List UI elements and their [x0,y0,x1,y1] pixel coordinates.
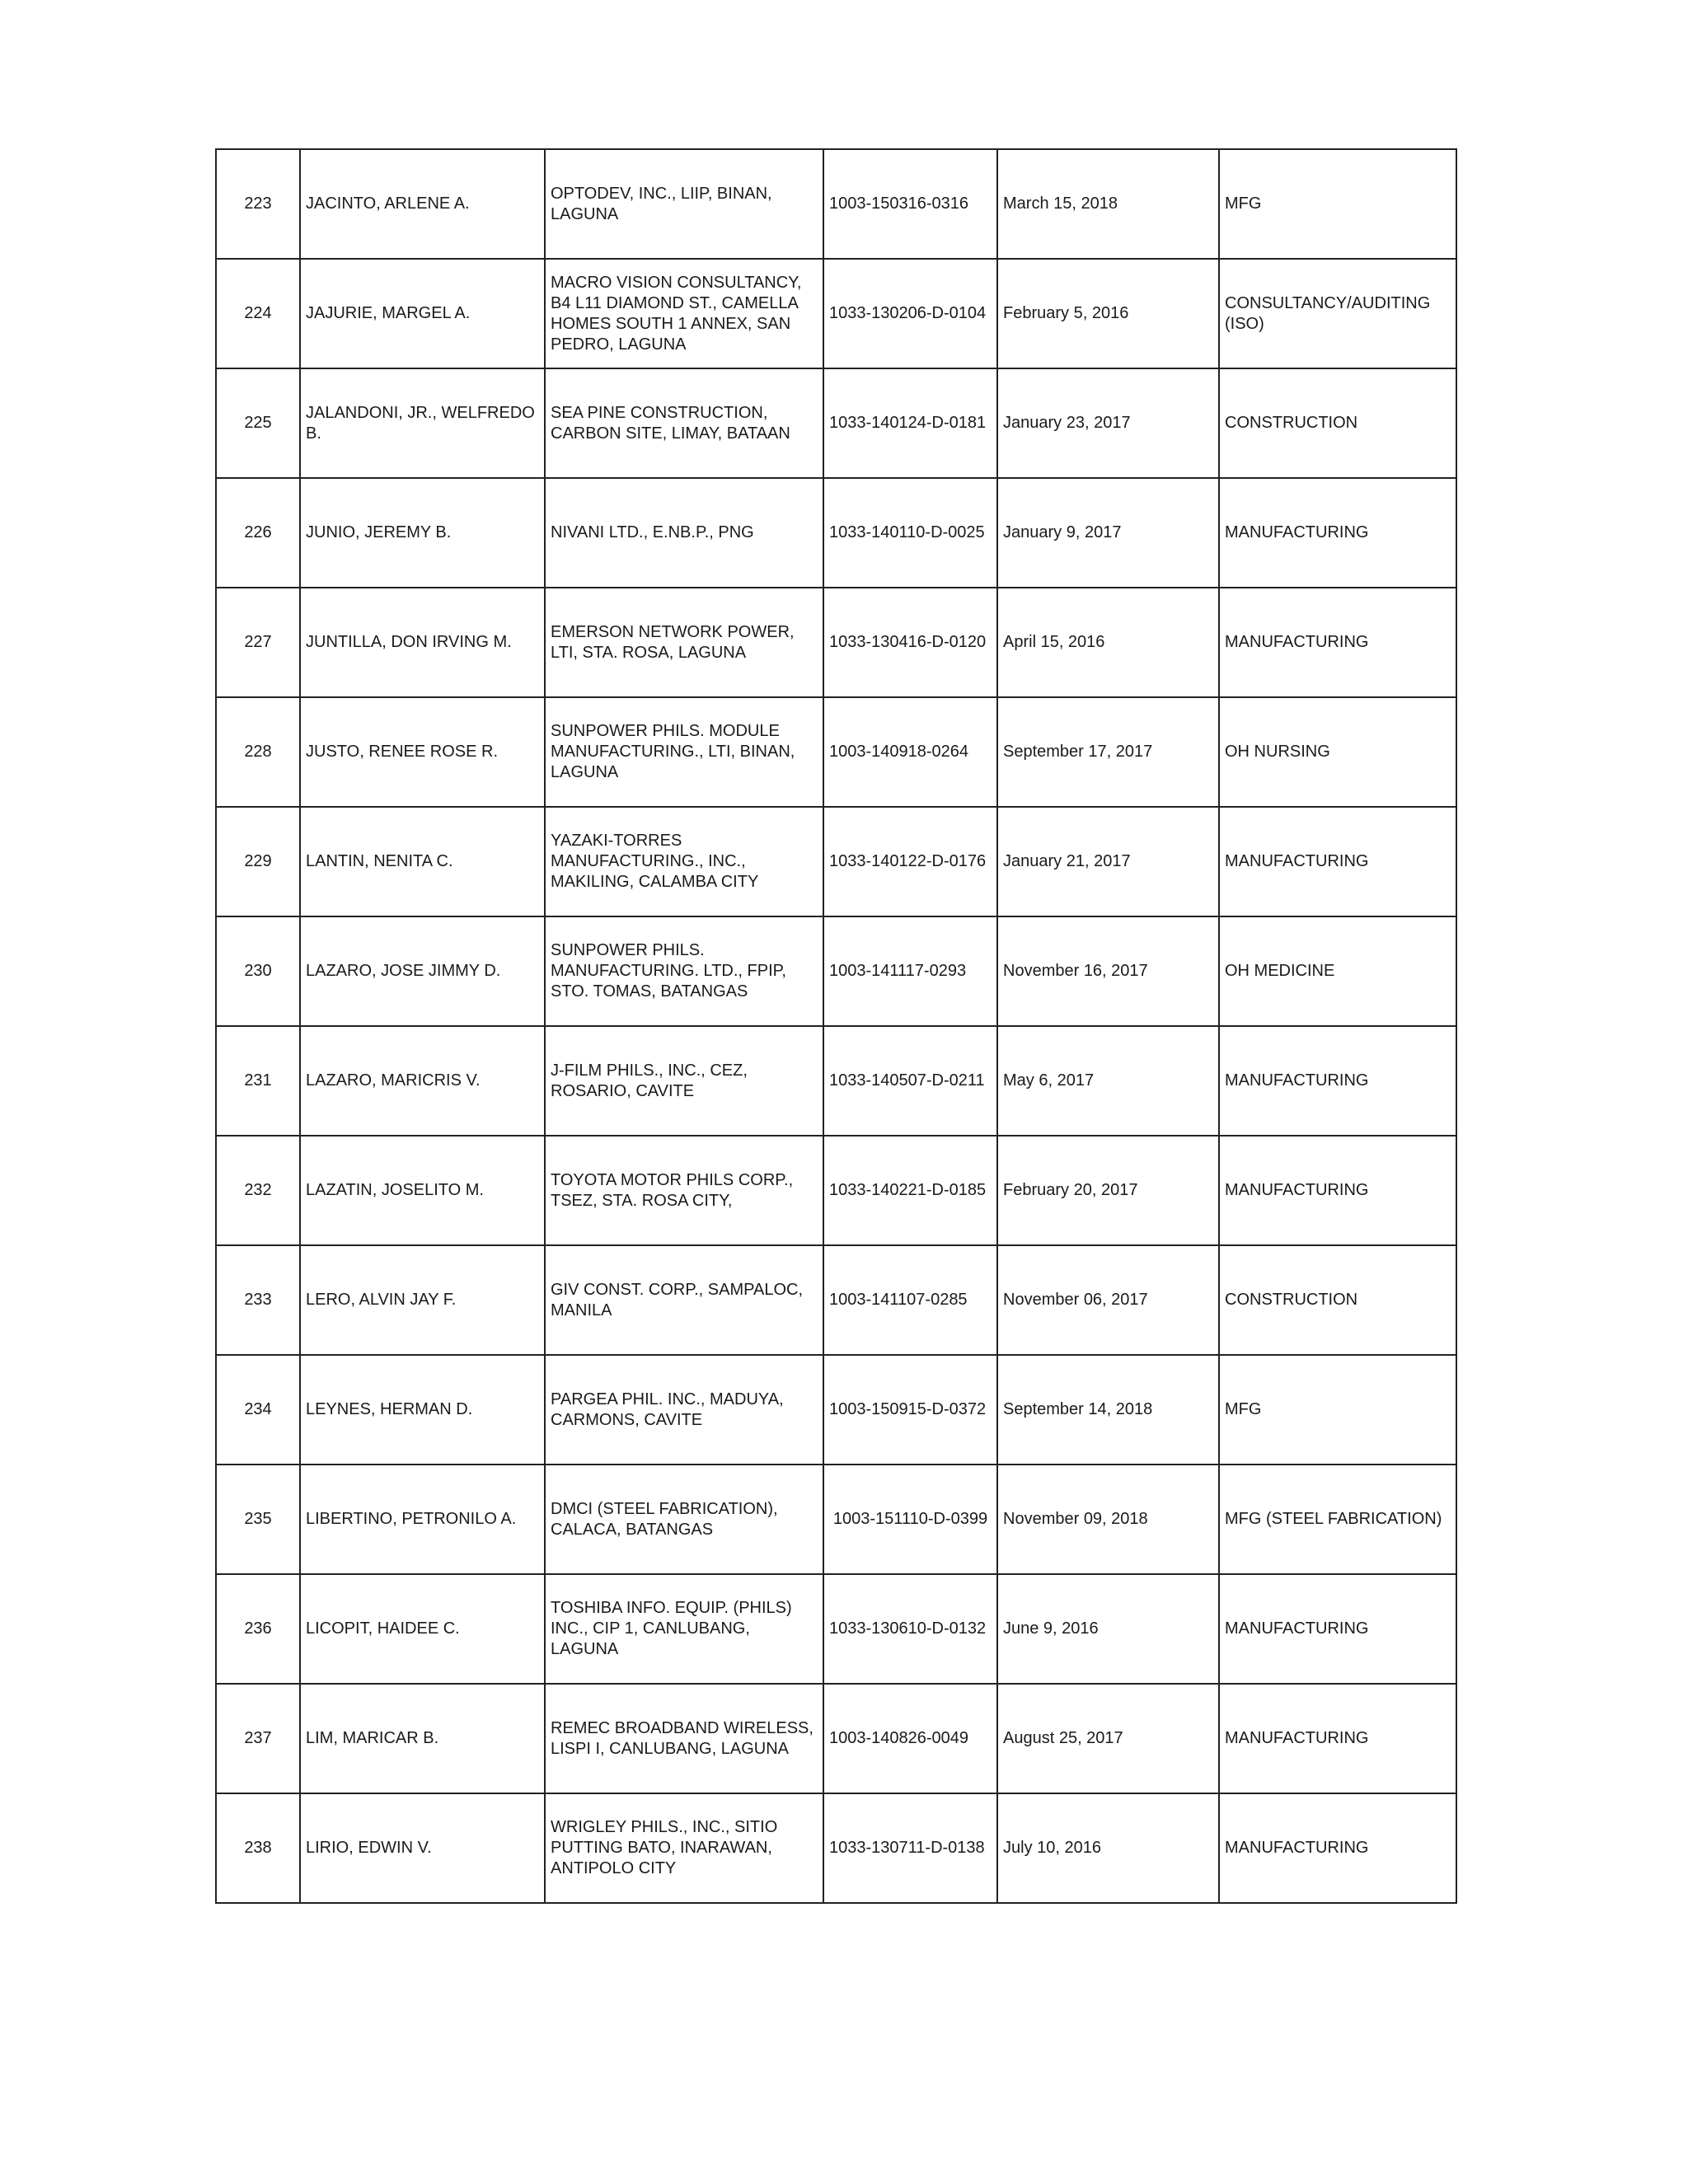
row-number: 235 [216,1465,300,1574]
accreditation-table [215,148,1457,1904]
table-row [216,1793,1456,1903]
company-address: NIVANI LTD., E.NB.P., PNG [545,478,823,588]
accreditation-number: 1033-140110-D-0025 [823,478,997,588]
accreditation-number: 1003-150316-0316 [823,149,997,259]
row-number: 230 [216,916,300,1026]
person-name: LICOPIT, HAIDEE C. [300,1574,545,1684]
industry-type: CONSTRUCTION [1219,368,1456,478]
person-name: LIM, MARICAR B. [300,1684,545,1793]
table-row [216,588,1456,697]
industry-type: OH MEDICINE [1219,916,1456,1026]
validity-date: January 21, 2017 [997,807,1219,916]
company-address: REMEC BROADBAND WIRELESS, LISPI I, CANLUBANG, LAGUNA [545,1684,823,1793]
row-number: 223 [216,149,300,259]
row-number: 229 [216,807,300,916]
row-number: 234 [216,1355,300,1465]
table-row [216,916,1456,1026]
table-row [216,1574,1456,1684]
company-address: SEA PINE CONSTRUCTION, CARBON SITE, LIMAY, BATAAN [545,368,823,478]
table-row [216,1136,1456,1245]
validity-date: July 10, 2016 [997,1793,1219,1903]
table-row [216,149,1456,259]
industry-type: MANUFACTURING [1219,1136,1456,1245]
table-row [216,1355,1456,1465]
validity-date: January 23, 2017 [997,368,1219,478]
company-address: TOSHIBA INFO. EQUIP. (PHILS) INC., CIP 1, CANLUBANG, LAGUNA [545,1574,823,1684]
accreditation-number: 1003-151110-D-0399 [823,1465,997,1574]
accreditation-number: 1003-141117-0293 [823,916,997,1026]
validity-date: August 25, 2017 [997,1684,1219,1793]
industry-type: MANUFACTURING [1219,478,1456,588]
person-name: JAJURIE, MARGEL A. [300,259,545,368]
row-number: 238 [216,1793,300,1903]
row-number: 227 [216,588,300,697]
person-name: LAZARO, JOSE JIMMY D. [300,916,545,1026]
row-number: 228 [216,697,300,807]
row-number: 226 [216,478,300,588]
accreditation-number: 1003-140918-0264 [823,697,997,807]
accreditation-number: 1033-130610-D-0132 [823,1574,997,1684]
company-address: OPTODEV, INC., LIIP, BINAN, LAGUNA [545,149,823,259]
table-row [216,1465,1456,1574]
table-row [216,697,1456,807]
table-row [216,1245,1456,1355]
industry-type: MANUFACTURING [1219,1684,1456,1793]
company-address: TOYOTA MOTOR PHILS CORP., TSEZ, STA. ROSA CITY, [545,1136,823,1245]
table-row [216,807,1456,916]
company-address: DMCI (STEEL FABRICATION), CALACA, BATANGAS [545,1465,823,1574]
industry-type: CONSULTANCY/AUDITING (ISO) [1219,259,1456,368]
person-name: LIBERTINO, PETRONILO A. [300,1465,545,1574]
person-name: JALANDONI, JR., WELFREDO B. [300,368,545,478]
table-row [216,1026,1456,1136]
row-number: 232 [216,1136,300,1245]
validity-date: September 17, 2017 [997,697,1219,807]
industry-type: MFG (STEEL FABRICATION) [1219,1465,1456,1574]
validity-date: November 06, 2017 [997,1245,1219,1355]
table-row [216,1684,1456,1793]
validity-date: February 5, 2016 [997,259,1219,368]
person-name: JUSTO, RENEE ROSE R. [300,697,545,807]
company-address: SUNPOWER PHILS. MANUFACTURING. LTD., FPIP, STO. TOMAS, BATANGAS [545,916,823,1026]
table-body [216,149,1456,1903]
person-name: JUNIO, JEREMY B. [300,478,545,588]
person-name: LAZARO, MARICRIS V. [300,1026,545,1136]
validity-date: June 9, 2016 [997,1574,1219,1684]
industry-type: OH NURSING [1219,697,1456,807]
validity-date: February 20, 2017 [997,1136,1219,1245]
person-name: JACINTO, ARLENE A. [300,149,545,259]
table-row [216,259,1456,368]
accreditation-number: 1033-140221-D-0185 [823,1136,997,1245]
industry-type: MFG [1219,1355,1456,1465]
accreditation-number: 1033-130711-D-0138 [823,1793,997,1903]
industry-type: MANUFACTURING [1219,1574,1456,1684]
accreditation-number: 1033-140507-D-0211 [823,1026,997,1136]
validity-date: November 09, 2018 [997,1465,1219,1574]
accreditation-number: 1033-130206-D-0104 [823,259,997,368]
table-row [216,478,1456,588]
industry-type: MANUFACTURING [1219,1793,1456,1903]
company-address: WRIGLEY PHILS., INC., SITIO PUTTING BATO, INARAWAN, ANTIPOLO CITY [545,1793,823,1903]
person-name: LANTIN, NENITA C. [300,807,545,916]
industry-type: MANUFACTURING [1219,1026,1456,1136]
company-address: GIV CONST. CORP., SAMPALOC, MANILA [545,1245,823,1355]
person-name: LIRIO, EDWIN V. [300,1793,545,1903]
row-number: 225 [216,368,300,478]
accreditation-number: 1003-140826-0049 [823,1684,997,1793]
accreditation-number: 1003-150915-D-0372 [823,1355,997,1465]
accreditation-number: 1033-130416-D-0120 [823,588,997,697]
validity-date: September 14, 2018 [997,1355,1219,1465]
row-number: 231 [216,1026,300,1136]
accreditation-number: 1003-141107-0285 [823,1245,997,1355]
industry-type: CONSTRUCTION [1219,1245,1456,1355]
row-number: 236 [216,1574,300,1684]
table-row [216,368,1456,478]
company-address: YAZAKI-TORRES MANUFACTURING., INC., MAKILING, CALAMBA CITY [545,807,823,916]
accreditation-number: 1033-140122-D-0176 [823,807,997,916]
person-name: LAZATIN, JOSELITO M. [300,1136,545,1245]
validity-date: April 15, 2016 [997,588,1219,697]
accreditation-number: 1033-140124-D-0181 [823,368,997,478]
company-address: MACRO VISION CONSULTANCY, B4 L11 DIAMOND ST., CAMELLA HOMES SOUTH 1 ANNEX, SAN PEDRO, LAGUNA [545,259,823,368]
row-number: 224 [216,259,300,368]
company-address: SUNPOWER PHILS. MODULE MANUFACTURING., LTI, BINAN, LAGUNA [545,697,823,807]
validity-date: May 6, 2017 [997,1026,1219,1136]
industry-type: MANUFACTURING [1219,807,1456,916]
person-name: LEYNES, HERMAN D. [300,1355,545,1465]
validity-date: March 15, 2018 [997,149,1219,259]
row-number: 237 [216,1684,300,1793]
company-address: J-FILM PHILS., INC., CEZ, ROSARIO, CAVITE [545,1026,823,1136]
company-address: PARGEA PHIL. INC., MADUYA, CARMONS, CAVITE [545,1355,823,1465]
industry-type: MANUFACTURING [1219,588,1456,697]
industry-type: MFG [1219,149,1456,259]
validity-date: January 9, 2017 [997,478,1219,588]
validity-date: November 16, 2017 [997,916,1219,1026]
row-number: 233 [216,1245,300,1355]
company-address: EMERSON NETWORK POWER, LTI, STA. ROSA, LAGUNA [545,588,823,697]
person-name: JUNTILLA, DON IRVING M. [300,588,545,697]
person-name: LERO, ALVIN JAY F. [300,1245,545,1355]
